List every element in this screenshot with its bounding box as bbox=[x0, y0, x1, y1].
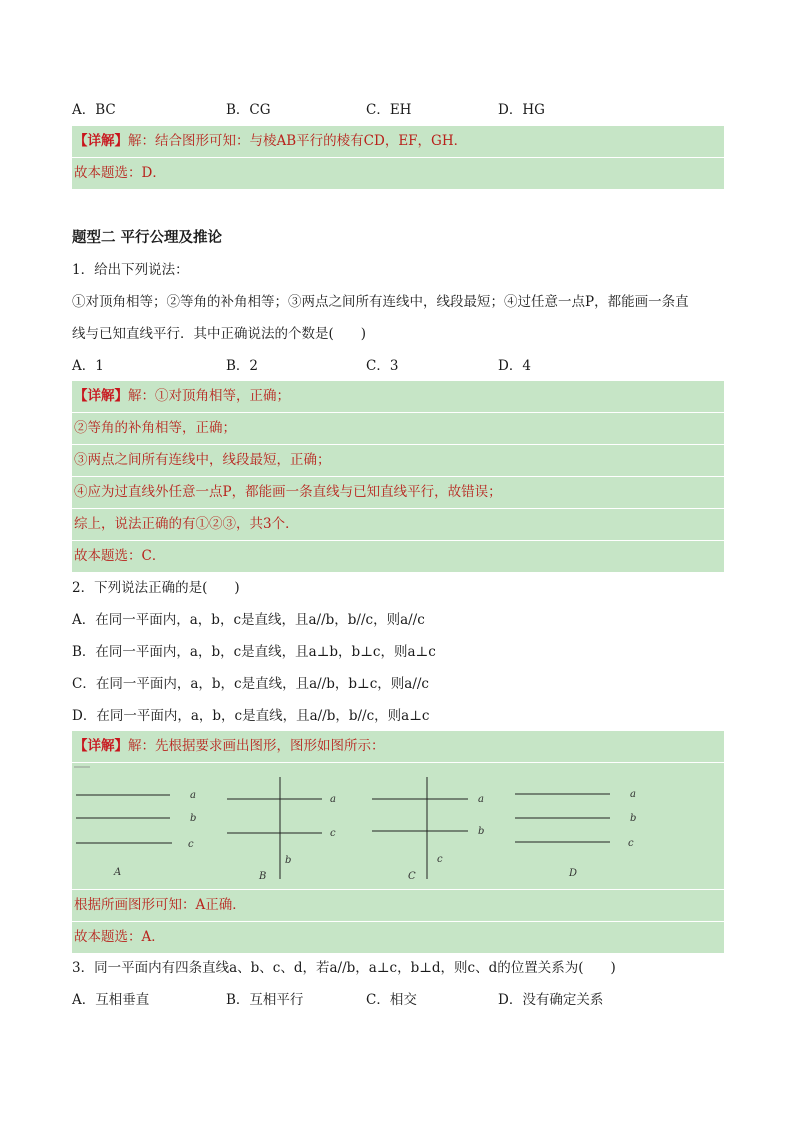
detail-tag: 【详解】 bbox=[74, 133, 128, 149]
answer-row bbox=[72, 477, 724, 509]
parallel-lines-figure bbox=[72, 763, 724, 889]
figure-c bbox=[372, 777, 484, 882]
option-c: C．EH bbox=[366, 102, 412, 118]
answer-row bbox=[72, 922, 724, 953]
option-b: B．互相平行 bbox=[226, 992, 304, 1008]
q1-stem: 1．给出下列说法： bbox=[72, 262, 189, 278]
answer-row bbox=[72, 381, 724, 413]
figure-d-label-b: b bbox=[630, 813, 637, 824]
q2-option-c: C．在同一平面内，a，b，c是直线，且a//b，b⊥c，则a//c bbox=[72, 676, 429, 692]
option-a: A．1 bbox=[72, 358, 104, 374]
q1-stem-line3: 线与已知直线平行．其中正确说法的个数是( ) bbox=[72, 326, 367, 342]
answer-row bbox=[72, 445, 724, 477]
option-b: B．2 bbox=[226, 358, 259, 374]
detail-tag: 【详解】 bbox=[74, 738, 128, 754]
answer-text: ②等角的补角相等，正确； bbox=[74, 420, 236, 436]
q2-option-a: A．在同一平面内，a，b，c是直线，且a//b，b//c，则a//c bbox=[72, 612, 425, 628]
answer-row bbox=[72, 731, 724, 763]
q1-options bbox=[72, 350, 724, 382]
answer-text: 解：结合图形可知：与棱AB平行的棱有CD，EF，GH． bbox=[128, 133, 468, 149]
figure-b-label-c: c bbox=[330, 828, 336, 839]
answer-text: ④应为过直线外任意一点P，都能画一条直线与已知直线平行，故错误； bbox=[74, 484, 502, 500]
figure-d-caption: D bbox=[569, 868, 578, 879]
option-b: B．CG bbox=[226, 102, 271, 118]
option-d: D．HG bbox=[498, 102, 545, 118]
figure-b bbox=[227, 777, 336, 882]
prev-question-options bbox=[72, 94, 724, 126]
answer-text: 故本题选：A． bbox=[74, 929, 165, 945]
figure-c-label-b: b bbox=[478, 826, 485, 837]
q2-answer-box bbox=[72, 731, 724, 953]
answer-row bbox=[72, 413, 724, 445]
q1-answer-box bbox=[72, 381, 724, 572]
answer-text: 故本题选：D． bbox=[74, 165, 166, 181]
answer-row bbox=[72, 126, 724, 158]
answer-text: 故本题选：C． bbox=[74, 548, 166, 564]
answer-text: 解：先根据要求画出图形，图形如图所示： bbox=[128, 738, 385, 754]
figure-a-label-b: b bbox=[190, 813, 197, 824]
q2-option-d: D．在同一平面内，a，b，c是直线，且a//b，b//c，则a⊥c bbox=[72, 708, 430, 724]
q2-stem: 2．下列说法正确的是( ) bbox=[72, 580, 240, 596]
figure-a-label-c: c bbox=[188, 839, 194, 850]
answer-text: ③两点之间所有连线中，线段最短，正确； bbox=[74, 452, 331, 468]
prev-answer-box bbox=[72, 126, 724, 189]
answer-figure-row bbox=[72, 763, 724, 890]
answer-row bbox=[72, 509, 724, 541]
figure-b-label-a: a bbox=[330, 794, 336, 805]
answer-text: 根据所画图形可知：A正确． bbox=[74, 897, 246, 913]
figure-a-caption: A bbox=[114, 867, 122, 878]
figure-c-label-a: a bbox=[478, 794, 484, 805]
figure-b-caption: B bbox=[259, 871, 267, 882]
figure-b-label-b: b bbox=[285, 855, 292, 866]
figure-d-label-c: c bbox=[628, 838, 634, 849]
answer-text: 综上，说法正确的有①②③，共3个． bbox=[74, 516, 299, 532]
answer-text: 解：①对顶角相等，正确； bbox=[128, 388, 290, 404]
figure-c-label-c: c bbox=[437, 854, 443, 865]
q2-option-b: B．在同一平面内，a，b，c是直线，且a⊥b，b⊥c，则a⊥c bbox=[72, 644, 436, 660]
q3-options bbox=[72, 984, 724, 1016]
section-heading: 题型二 平行公理及推论 bbox=[72, 230, 223, 246]
option-c: C．3 bbox=[366, 358, 399, 374]
answer-row bbox=[72, 890, 724, 922]
q1-stem-line2: ①对顶角相等；②等角的补角相等；③两点之间所有连线中，线段最短；④过任意一点P，都能画一条直 bbox=[72, 294, 689, 310]
option-c: C．相交 bbox=[366, 992, 417, 1008]
figure-d bbox=[515, 789, 636, 879]
answer-row bbox=[72, 541, 724, 572]
option-a: A．BC bbox=[72, 102, 116, 118]
figure-a-label-a: a bbox=[190, 790, 196, 801]
figure-a bbox=[76, 790, 196, 878]
answer-row bbox=[72, 158, 724, 189]
figure-c-caption: C bbox=[408, 871, 416, 882]
figure-d-label-a: a bbox=[630, 789, 636, 800]
option-d: D．4 bbox=[498, 358, 531, 374]
option-d: D．没有确定关系 bbox=[498, 992, 604, 1008]
q3-stem: 3．同一平面内有四条直线a、b、c、d，若a//b，a⊥c，b⊥d，则c、d的位置关系为( ) bbox=[72, 960, 616, 976]
option-a: A．互相垂直 bbox=[72, 992, 150, 1008]
detail-tag: 【详解】 bbox=[74, 388, 128, 404]
